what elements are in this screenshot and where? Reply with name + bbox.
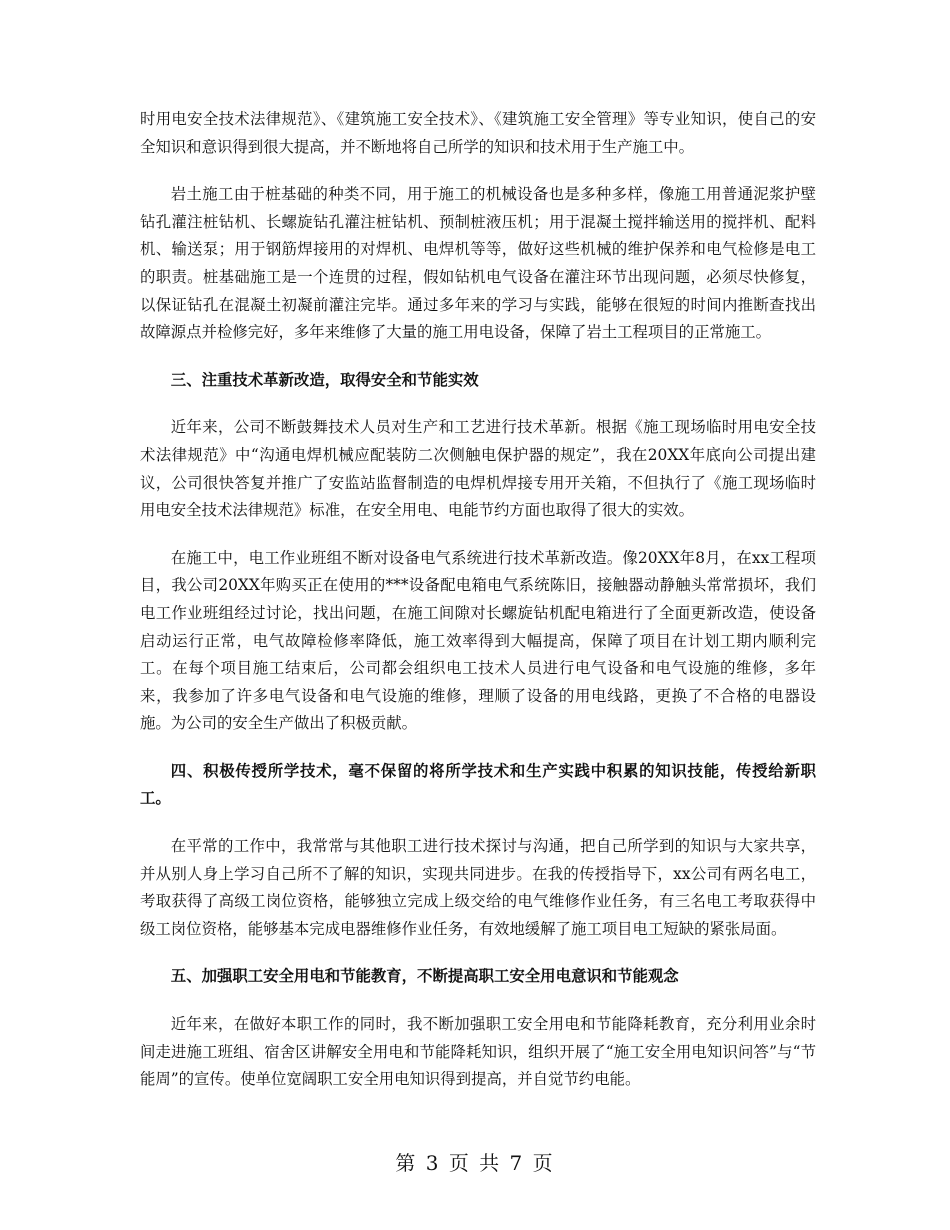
paragraph-teaching: 在平常的工作中，我常常与其他职工进行技术探讨与沟通，把自己所学到的知识与大家共享，并从别人身上学习自己所不了解的知识，实现共同进步。在我的传授指导下，xx公司有两名电工，考取获得了高级工岗位资格，能够独立完成上级交给的电气维修作业任务，有三名电工考取获得中级工岗位资格，能够基本完成电器维修作业任务，有效地缓解了施工项目电工短缺的紧张局面。 [140,837,816,938]
paragraph-retrofit: 在施工中，电工作业班组不断对设备电气系统进行技术革新改造。像20XX年8月，在xx工程项目，我公司20XX年购买正在使用的***设备配电箱电气系统陈旧，接触器动静触头常常损坏，我们电工作业班组经过讨论，找出问题，在施工间隙对长螺旋钻机配电箱进行了全面更新改造，使设备启动运行正常，电气故障检修率降低，施工效率得到大幅提高，保障了项目在计划工期内顺利完工。在每个项目施工结束后，公司都会组织电工技术人员进行电气设备和电气设施的维修，多年来，我参加了许多电气设备和电气设施的维修，理顺了设备的用电线路，更换了不合格的电器设施。为公司的安全生产做出了积极贡献。 [140,548,816,733]
paragraph-education: 近年来，在做好本职工作的同时，我不断加强职工安全用电和节能降耗教育，充分利用业余时间走进施工班组、宿舍区讲解安全用电和节能降耗知识，组织开展了“施工安全用电知识问答”与“节能周”的宣传。使单位宽阔职工安全用电知识得到提高，并自觉节约电能。 [140,1015,816,1089]
section-heading-4: 四、积极传授所学技术，毫不保留的将所学技术和生产实践中积累的知识技能，传授给新职工。 [140,761,816,808]
paragraph-innovation: 近年来，公司不断鼓舞技术人员对生产和工艺进行技术革新。根据《施工现场临时用电安全技术法律规范》中“沟通电焊机械应配装防二次侧触电保护器的规定”，我在20XX年底向公司提出建议，公司很快答复并推广了安监站监督制造的电焊机焊接专用开关箱，不但执行了《施工现场临时用电安全技术法律规范》标准，在安全用电、电能节约方面也取得了很大的实效。 [140,418,816,520]
document-body [140,106,816,1094]
paragraph-geotechnical: 岩土施工由于桩基础的种类不同，用于施工的机械设备也是多种多样，像施工用普通泥浆护壁钻孔灌注桩钻机、长螺旋钻孔灌注桩钻机、预制桩液压机；用于混凝土搅拌输送用的搅拌机、配料机、输送泵；用于钢筋焊接用的对焊机、电焊机等等，做好这些机械的维护保养和电气检修是电工的职责。桩基础施工是一个连贯的过程，假如钻机电气设备在灌注环节出现问题，必须尽快修复，以保证钻孔在混凝土初凝前灌注完毕。通过多年来的学习与实践，能够在很短的时间内推断查找出故障源点并检修完好，多年来维修了大量的施工用电设备，保障了岩土工程项目的正常施工。 [140,185,816,342]
page-number-footer: 第 3 页 共 7 页 [395,1151,555,1175]
paragraph-continued: 时用电安全技术法律规范》、《建筑施工安全技术》、《建筑施工安全管理》等专业知识，使自己的安全知识和意识得到很大提高，并不断地将自己所学的知识和技术用于生产施工中。 [140,110,816,156]
section-heading-3: 三、注重技术革新改造，取得安全和节能实效 [170,370,479,389]
section-heading-5: 五、加强职工安全用电和节能教育，不断提高职工安全用电意识和节能观念 [170,967,679,986]
